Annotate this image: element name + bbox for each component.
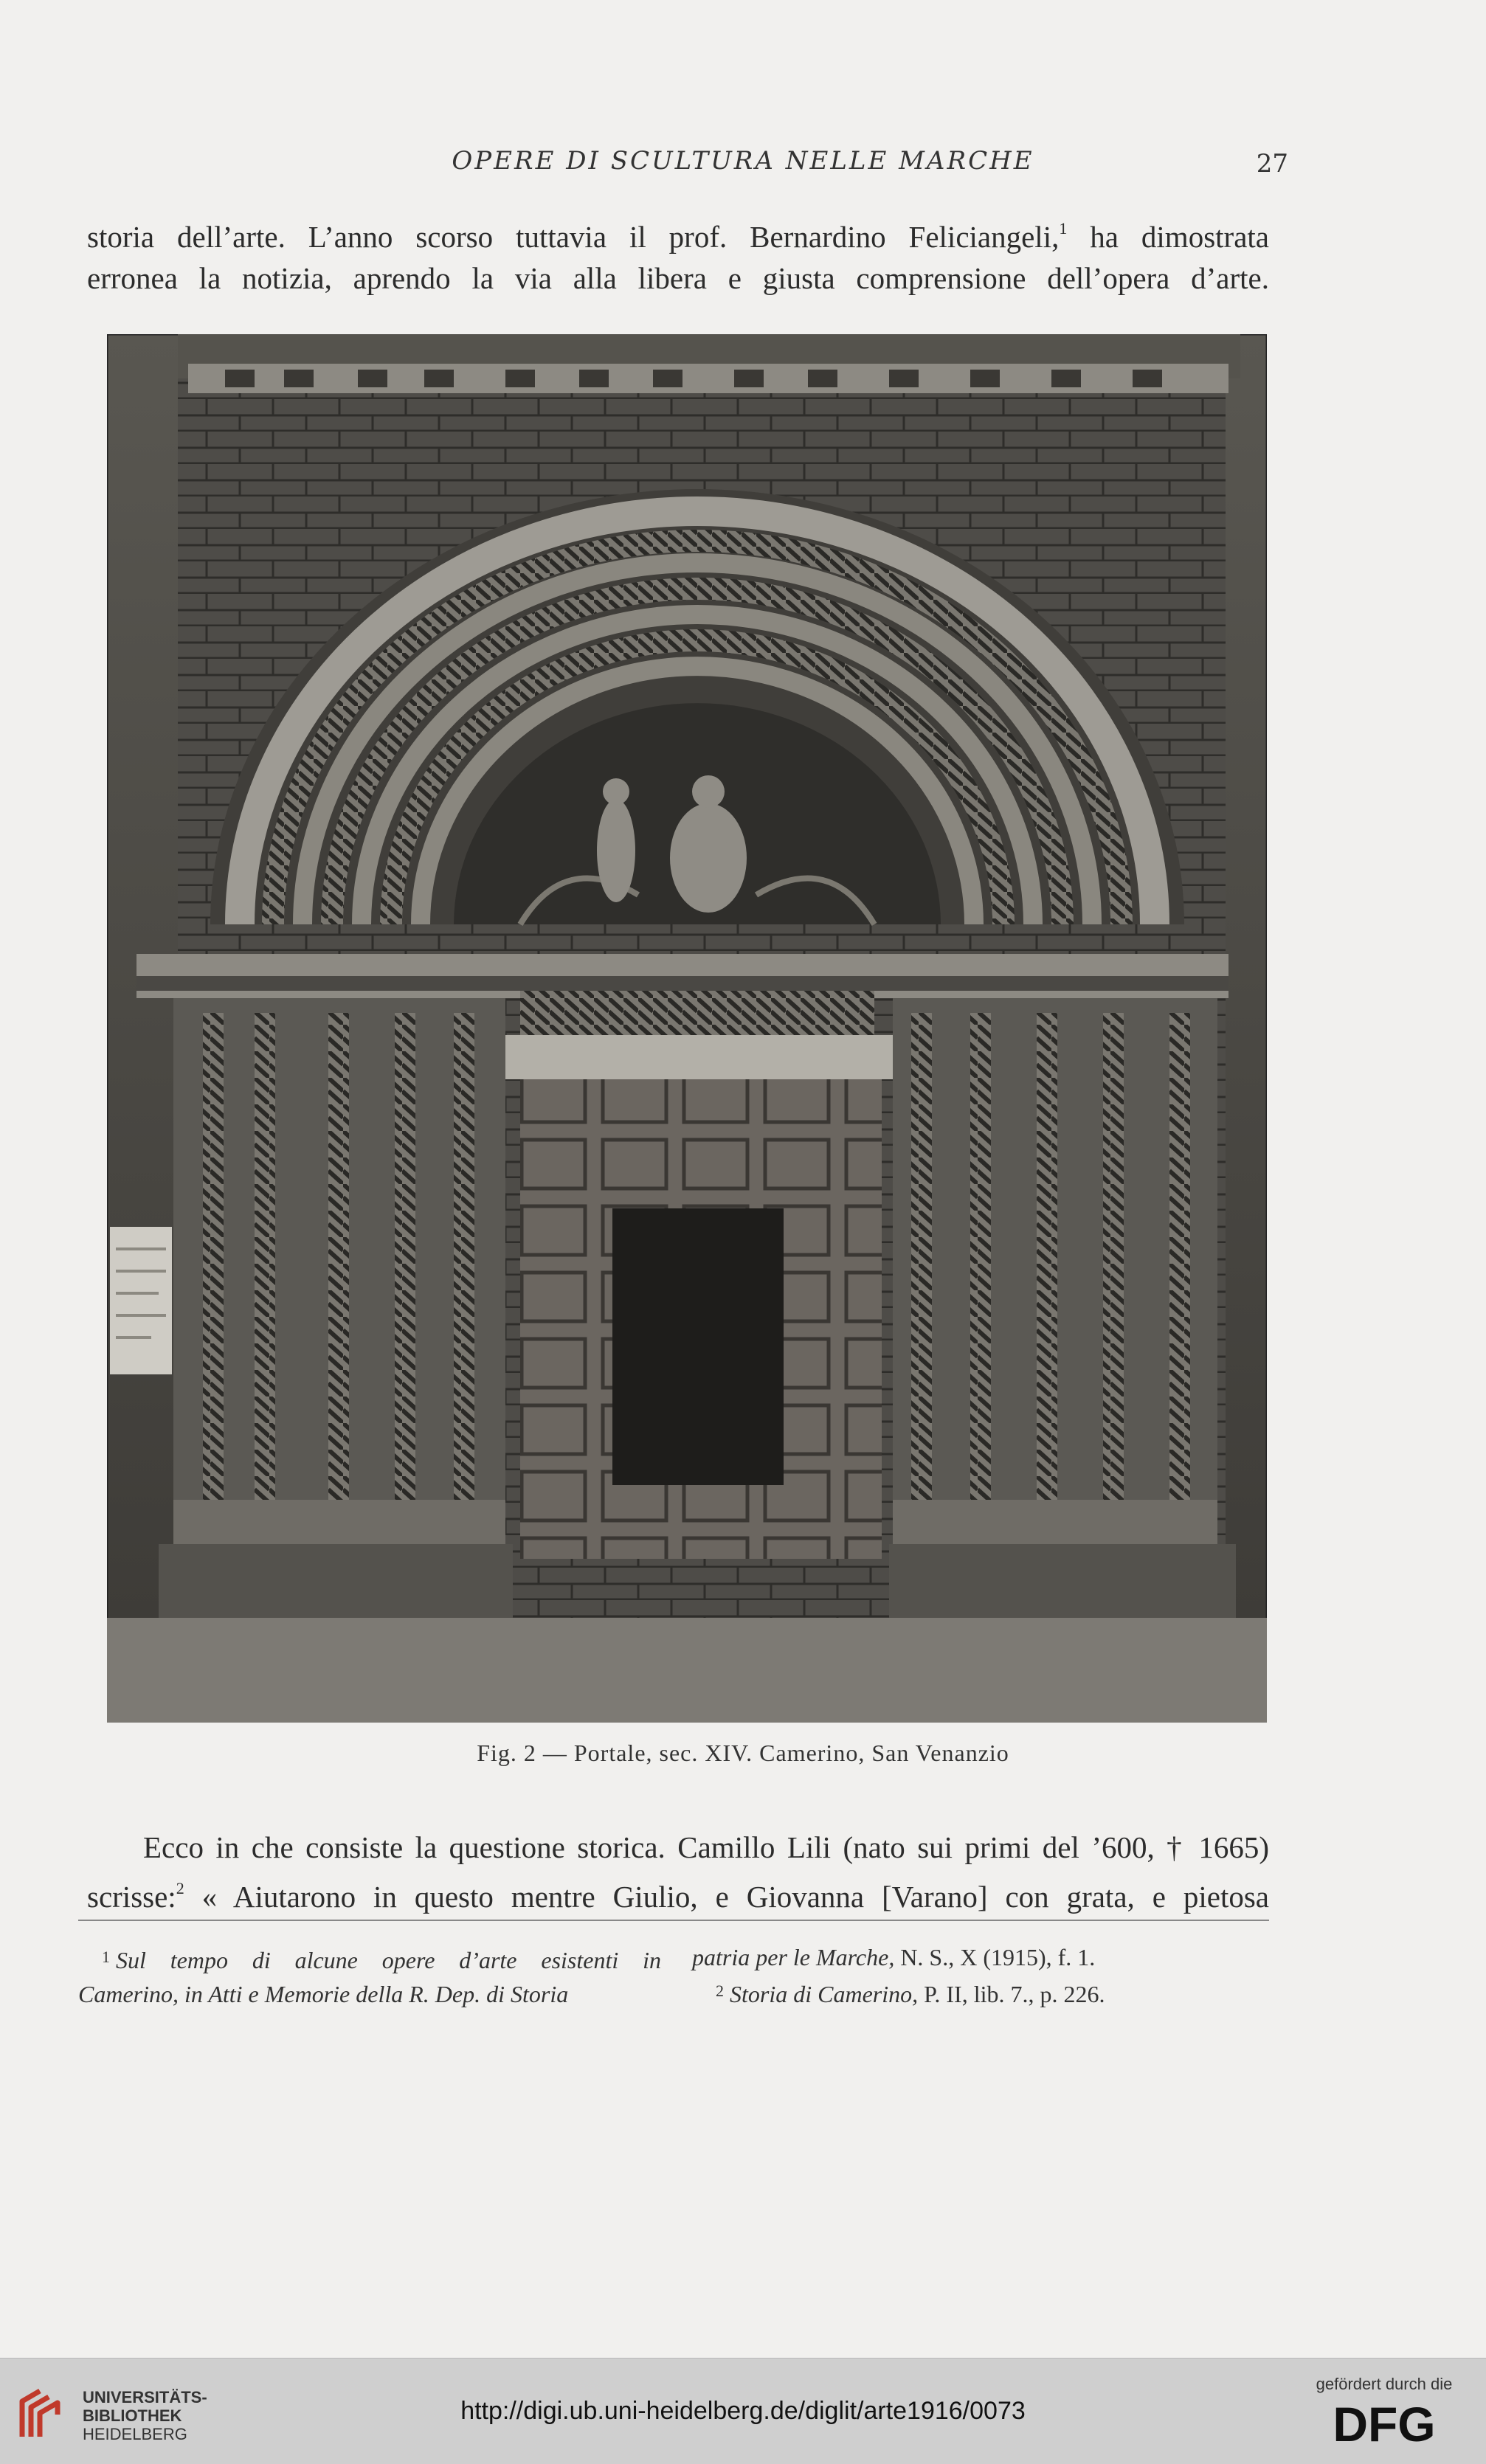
footnote-text: Storia di Camerino, [730, 1981, 919, 2007]
footnote-text: N. S., X (1915), f. 1. [894, 1944, 1096, 1970]
dfg-logo-icon[interactable] [1314, 2400, 1454, 2447]
library-name-line: UNIVERSITÄTS- [83, 2388, 207, 2406]
paragraph-line [87, 208, 1269, 257]
paragraph-line: Ecco in che consiste la questione storica. Camillo Lili (nato sui primi del ’600, † 1665) [143, 1830, 1269, 1864]
footnote-line [692, 1974, 1275, 2011]
footnote-number: 2 [716, 1982, 724, 2000]
footnote-text: Atti e Memorie della R. Dep. di Storia [208, 1981, 569, 2007]
footnote-number: 1 [102, 1948, 110, 1966]
footnote-text: Sul tempo di alcune opere d’arte esistenti in [116, 1947, 661, 1973]
footnote-marker: 2 [176, 1879, 184, 1897]
source-url-link[interactable]: http://digi.ub.uni-heidelberg.de/diglit/arte1916/0073 [460, 2397, 1026, 2425]
text-run: ha dimostrata [1067, 220, 1269, 254]
footnote-marker: 1 [1059, 219, 1068, 238]
body-text-top [87, 208, 1269, 299]
footnote-line [692, 1940, 1275, 1974]
body-text-bottom [87, 1827, 1269, 1917]
text-run: storia dell’arte. L’anno scorso tuttavia il prof. Bernardino Feliciangeli, [87, 220, 1060, 254]
funder-block [1303, 2375, 1465, 2447]
footnote-text: P. II, lib. 7., p. 226. [918, 1981, 1105, 2007]
figure-caption: Fig. 2 — Portale, sec. XIV. Camerino, San Venanzio [477, 1740, 1009, 1766]
text-run: scrisse: [87, 1880, 176, 1914]
footnote-line [78, 1940, 661, 1977]
paragraph-line [87, 1868, 1269, 1917]
portal-photograph [107, 334, 1267, 1723]
funder-label: gefördert durch die [1316, 2375, 1453, 2393]
footnote-text: patria per le Marche, [692, 1944, 895, 1970]
footnote-column-right [692, 1940, 1275, 2011]
figure [107, 334, 1267, 1723]
library-name-line: HEIDELBERG [83, 2425, 187, 2443]
library-name-line: BIBLIOTHEK [83, 2406, 182, 2425]
paragraph-line: erronea la notizia, aprendo la via alla libera e giusta comprensione dell’opera d’arte. [87, 261, 1269, 295]
page-number: 27 [1256, 149, 1288, 179]
viewer-footer [0, 2358, 1486, 2464]
footnote-rule [78, 1920, 1269, 1921]
dfg-logo-text: DFG [1333, 2400, 1436, 2447]
text-run: « Aiutarono in questo mentre Giulio, e Giovanna [Varano] con grata, e pietosa [184, 1880, 1269, 1914]
running-title: OPERE DI SCULTURA NELLE MARCHE [452, 146, 1034, 176]
running-header [0, 146, 1486, 190]
footnote-column-left [78, 1940, 661, 2011]
footnote-line [78, 1977, 661, 2011]
footnote-text: Camerino, in [78, 1981, 209, 2007]
